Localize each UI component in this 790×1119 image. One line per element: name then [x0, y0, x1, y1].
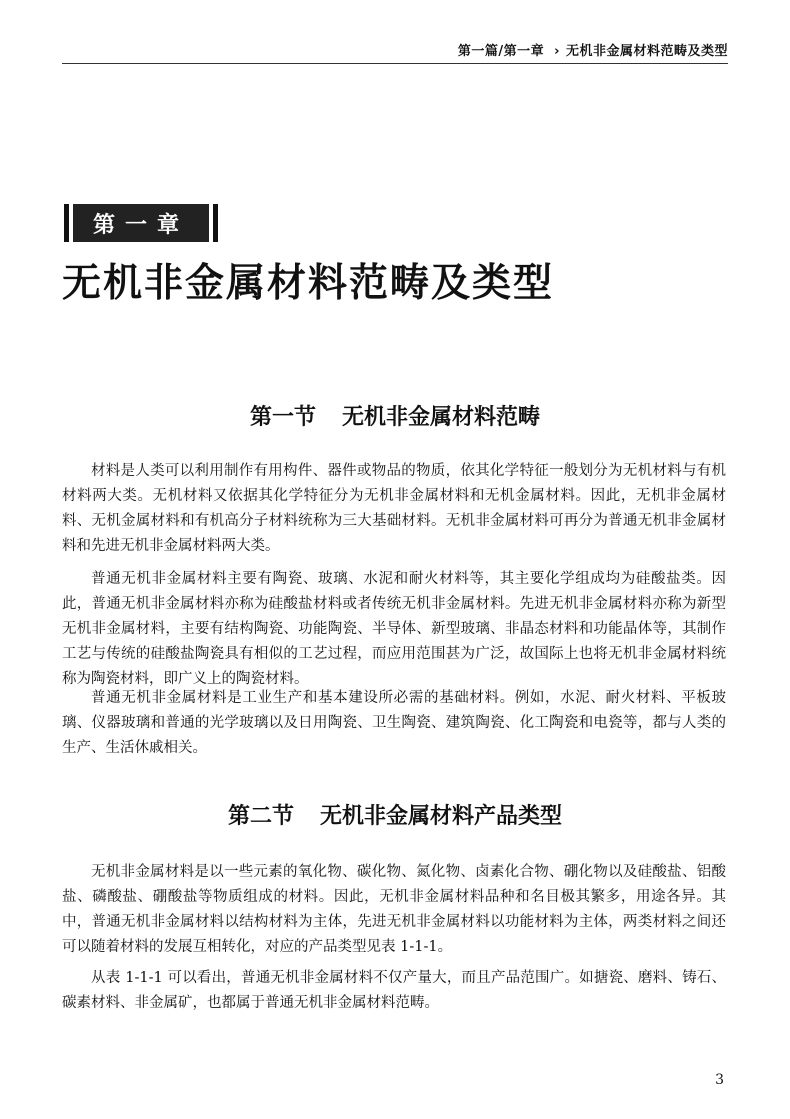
section-1-paragraph-1: 材料是人类可以利用制作有用构件、器件或物品的物质，依其化学特征一般划分为无机材料与有机材料两大类。无机材料又依据其化学特征分为无机非金属材料和无机金属材料。因此，无机非金属材料、无机金属材料和有机高分子材料统称为三大基础材料。无机非金属材料可再分为普通无机非金属材料和先进无机非金属材料两大类。 [62, 463, 726, 554]
section-1-heading [0, 400, 790, 431]
header-part-chapter: 第一篇/第一章 [457, 44, 545, 59]
section-2-paragraph-2: 从表 1-1-1 可以看出，普通无机非金属材料不仅产量大，而且产品范围广。如搪瓷、磨料、铸石、碳素材料、非金属矿，也都属于普通无机非金属材料范畴。 [62, 970, 726, 1011]
section-2-heading [0, 799, 790, 830]
section-1-paragraph-3: 普通无机非金属材料是工业生产和基本建设所必需的基础材料。例如，水泥、耐火材料、平板玻璃、仪器玻璃和普通的光学玻璃以及日用陶瓷、卫生陶瓷、建筑陶瓷、化工陶瓷和电瓷等，都与人类的生产、生活休戚相关。 [62, 690, 726, 756]
running-header [458, 40, 728, 59]
section-1-number: 第一节 [249, 404, 316, 430]
section-1-paragraph-2: 普通无机非金属材料主要有陶瓷、玻璃、水泥和耐火材料等，其主要化学组成均为硅酸盐类。因此，普通无机非金属材料亦称为硅酸盐材料或者传统无机非金属材料。先进无机非金属材料亦称为新型无机非金属材料，主要有结构陶瓷、功能陶瓷、半导体、新型玻璃、非晶态材料和功能晶体等，其制作工艺与传统的硅酸盐陶瓷具有相似的工艺过程，而应用范围甚为广泛，故国际上也将无机非金属材料统称为陶瓷材料，即广义上的陶瓷材料。 [62, 571, 726, 687]
header-separator: › [554, 44, 560, 59]
page-number: 3 [715, 1072, 724, 1088]
section-2-title: 无机非金属材料产品类型 [320, 803, 563, 829]
badge-right-bar [213, 204, 218, 242]
chapter-badge-label: 第一章 [73, 204, 209, 242]
header-rule [62, 63, 728, 64]
section-2-paragraph-1: 无机非金属材料是以一些元素的氧化物、碳化物、氮化物、卤素化合物、硼化物以及硅酸盐、铝酸盐、磷酸盐、硼酸盐等物质组成的材料。因此，无机非金属材料品种和名目极其繁多，用途各异。其中，普通无机非金属材料以结构材料为主体，先进无机非金属材料以功能材料为主体，两类材料之间还可以随着材料的发展互相转化，对应的产品类型见表 1-1-1。 [62, 864, 726, 955]
chapter-title: 无机非金属材料范畴及类型 [62, 261, 555, 306]
section-2-number: 第二节 [227, 803, 294, 829]
section-1-title: 无机非金属材料范畴 [342, 404, 541, 430]
header-chapter-title: 无机非金属材料范畴及类型 [565, 44, 728, 59]
chapter-badge [64, 204, 218, 242]
